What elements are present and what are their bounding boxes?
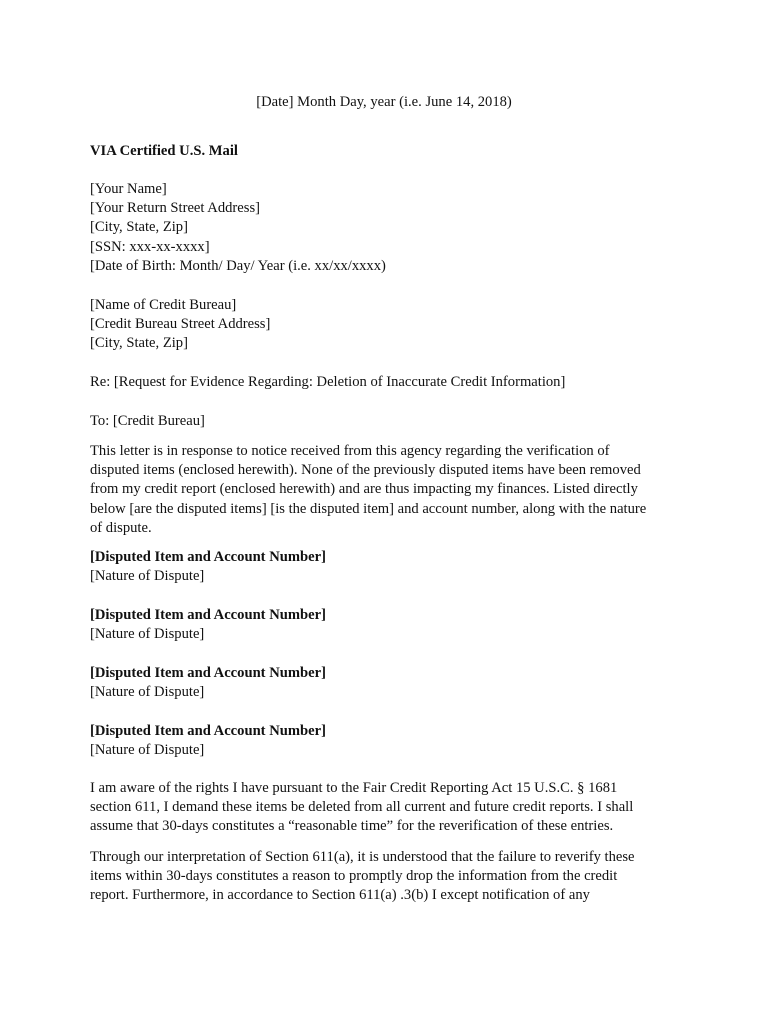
intro-paragraph (90, 442, 675, 538)
date-line (90, 93, 690, 112)
paragraph-line: of dispute. (90, 519, 152, 536)
paragraph-line: items within 30-days constitutes a reason to promptly drop the information from the credit (90, 868, 618, 885)
bureau-address-block (90, 296, 270, 354)
dispute-item (90, 664, 326, 702)
dispute-nature: [Nature of Dispute] (90, 568, 205, 585)
date-line-text: [Date] Month Day, year (i.e. June 14, 2018) (256, 94, 512, 110)
bureau-city-state-zip: [City, State, Zip] (90, 335, 188, 352)
interpretation-paragraph (90, 848, 675, 906)
dispute-nature: [Nature of Dispute] (90, 742, 205, 759)
dispute-title: [Disputed Item and Account Number] (90, 665, 326, 681)
paragraph-line: assume that 30-days constitutes a “reasonable time” for the reverification of these entries. (90, 818, 614, 835)
rights-paragraph (90, 779, 675, 837)
sender-address-block (90, 180, 386, 276)
paragraph-line: section 611, I demand these items be deleted from all current and future credit reports. I shall (90, 799, 634, 816)
dispute-item (90, 606, 326, 644)
dispute-item (90, 722, 326, 760)
dispute-title: [Disputed Item and Account Number] (90, 549, 326, 565)
sender-name: [Your Name] (90, 181, 167, 197)
sender-ssn: [SSN: xxx-xx-xxxx] (90, 238, 210, 255)
bureau-name: [Name of Credit Bureau] (90, 297, 237, 313)
paragraph-line: disputed items (enclosed herewith). None of the previously disputed items have been removed (90, 462, 641, 479)
bureau-street: [Credit Bureau Street Address] (90, 316, 271, 333)
subject-line: Re: [Request for Evidence Regarding: Deletion of Inaccurate Credit Information] (90, 374, 566, 390)
paragraph-line: report. Furthermore, in accordance to Section 611(a) .3(b) I except notification of any (90, 887, 590, 904)
delivery-method: VIA Certified U.S. Mail (90, 143, 238, 159)
dispute-title: [Disputed Item and Account Number] (90, 723, 326, 739)
dispute-nature: [Nature of Dispute] (90, 626, 205, 643)
sender-dob: [Date of Birth: Month/ Day/ Year (i.e. xx/xx/xxxx) (90, 257, 386, 274)
paragraph-line: from my credit report (enclosed herewith) and are thus impacting my finances. Listed directly (90, 481, 638, 498)
recipient-line: To: [Credit Bureau] (90, 413, 205, 429)
sender-city-state-zip: [City, State, Zip] (90, 219, 188, 236)
paragraph-line: This letter is in response to notice received from this agency regarding the verification of (90, 443, 610, 459)
dispute-item (90, 548, 326, 586)
dispute-title: [Disputed Item and Account Number] (90, 607, 326, 623)
paragraph-line: I am aware of the rights I have pursuant to the Fair Credit Reporting Act 15 U.S.C. § 1681 (90, 780, 618, 796)
sender-street: [Your Return Street Address] (90, 200, 260, 217)
paragraph-line: below [are the disputed items] [is the disputed item] and account number, along with the nature (90, 500, 647, 517)
dispute-nature: [Nature of Dispute] (90, 684, 205, 701)
paragraph-line: Through our interpretation of Section 611(a), it is understood that the failure to reverify these (90, 849, 635, 865)
